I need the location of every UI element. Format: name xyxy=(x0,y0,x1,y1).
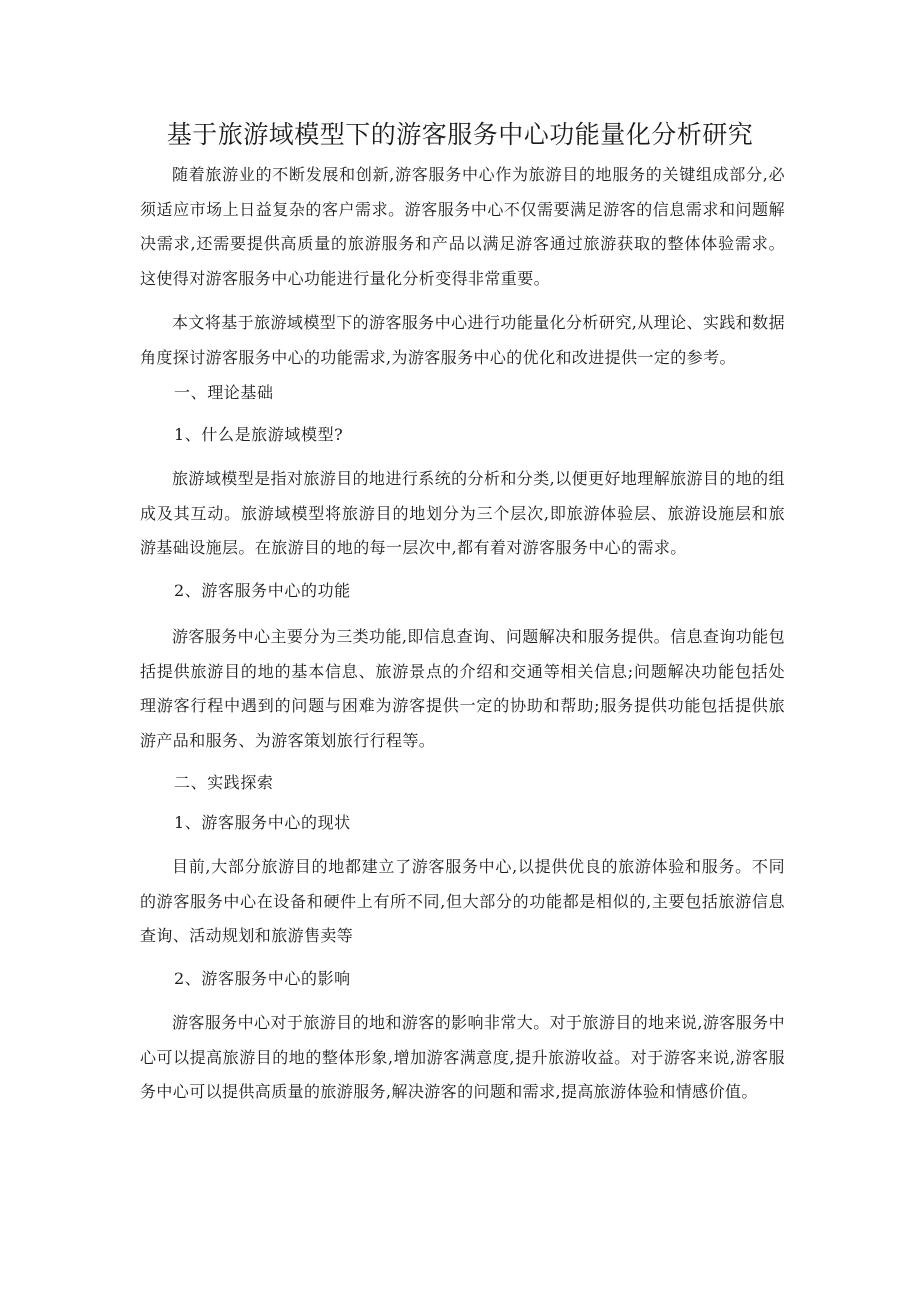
subsection-heading-impact: 2、游客服务中心的影响 xyxy=(174,969,351,988)
center-functions-paragraph: 游客服务中心主要分为三类功能,即信息查询、问题解决和服务提供。信息查询功能包括提供旅游目的地的基本信息、旅游景点的介绍和交通等相关信息;问题解决功能包括处理游客行程中遇到的问题与困难为游客提供一定的协助和帮助;服务提供功能包括提供旅游产品和服务、为游客策划旅行行程等。 xyxy=(140,627,785,750)
intro-paragraph-2: 本文将基于旅游域模型下的游客服务中心进行功能量化分析研究,从理论、实践和数据角度探讨游客服务中心的功能需求,为游客服务中心的优化和改进提供一定的参考。 xyxy=(140,313,785,367)
section-heading-theory: 一、理论基础 xyxy=(174,383,274,402)
subsection-heading-current-status: 1、游客服务中心的现状 xyxy=(174,813,351,832)
section-heading-practice: 二、实践探索 xyxy=(174,773,274,792)
subsection-heading-domain-model: 1、什么是旅游域模型? xyxy=(174,425,344,444)
subsection-heading-center-functions: 2、游客服务中心的功能 xyxy=(174,581,351,600)
page-title: 基于旅游域模型下的游客服务中心功能量化分析研究 xyxy=(166,120,754,149)
impact-paragraph: 游客服务中心对于旅游目的地和游客的影响非常大。对于旅游目的地来说,游客服务中心可以提高旅游目的地的整体形象,增加游客满意度,提升旅游收益。对于游客来说,游客服务中心可以提供高质量的旅游服务,解决游客的问题和需求,提高旅游体验和情感价值。 xyxy=(140,1013,785,1101)
intro-paragraph-1: 随着旅游业的不断发展和创新,游客服务中心作为旅游目的地服务的关键组成部分,必须适应市场上日益复杂的客户需求。游客服务中心不仅需要满足游客的信息需求和问题解决需求,还需要提供高质量的旅游服务和产品以满足游客通过旅游获取的整体体验需求。这使得对游客服务中心功能进行量化分析变得非常重要。 xyxy=(140,165,785,288)
current-status-paragraph: 目前,大部分旅游目的地都建立了游客服务中心,以提供优良的旅游体验和服务。不同的游客服务中心在设备和硬件上有所不同,但大部分的功能都是相似的,主要包括旅游信息查询、活动规划和旅游售卖等 xyxy=(140,857,785,945)
domain-model-paragraph: 旅游域模型是指对旅游目的地进行系统的分析和分类,以便更好地理解旅游目的地的组成及其互动。旅游域模型将旅游目的地划分为三个层次,即旅游体验层、旅游设施层和旅游基础设施层。在旅游目的地的每一层次中,都有着对游客服务中心的需求。 xyxy=(140,469,785,557)
